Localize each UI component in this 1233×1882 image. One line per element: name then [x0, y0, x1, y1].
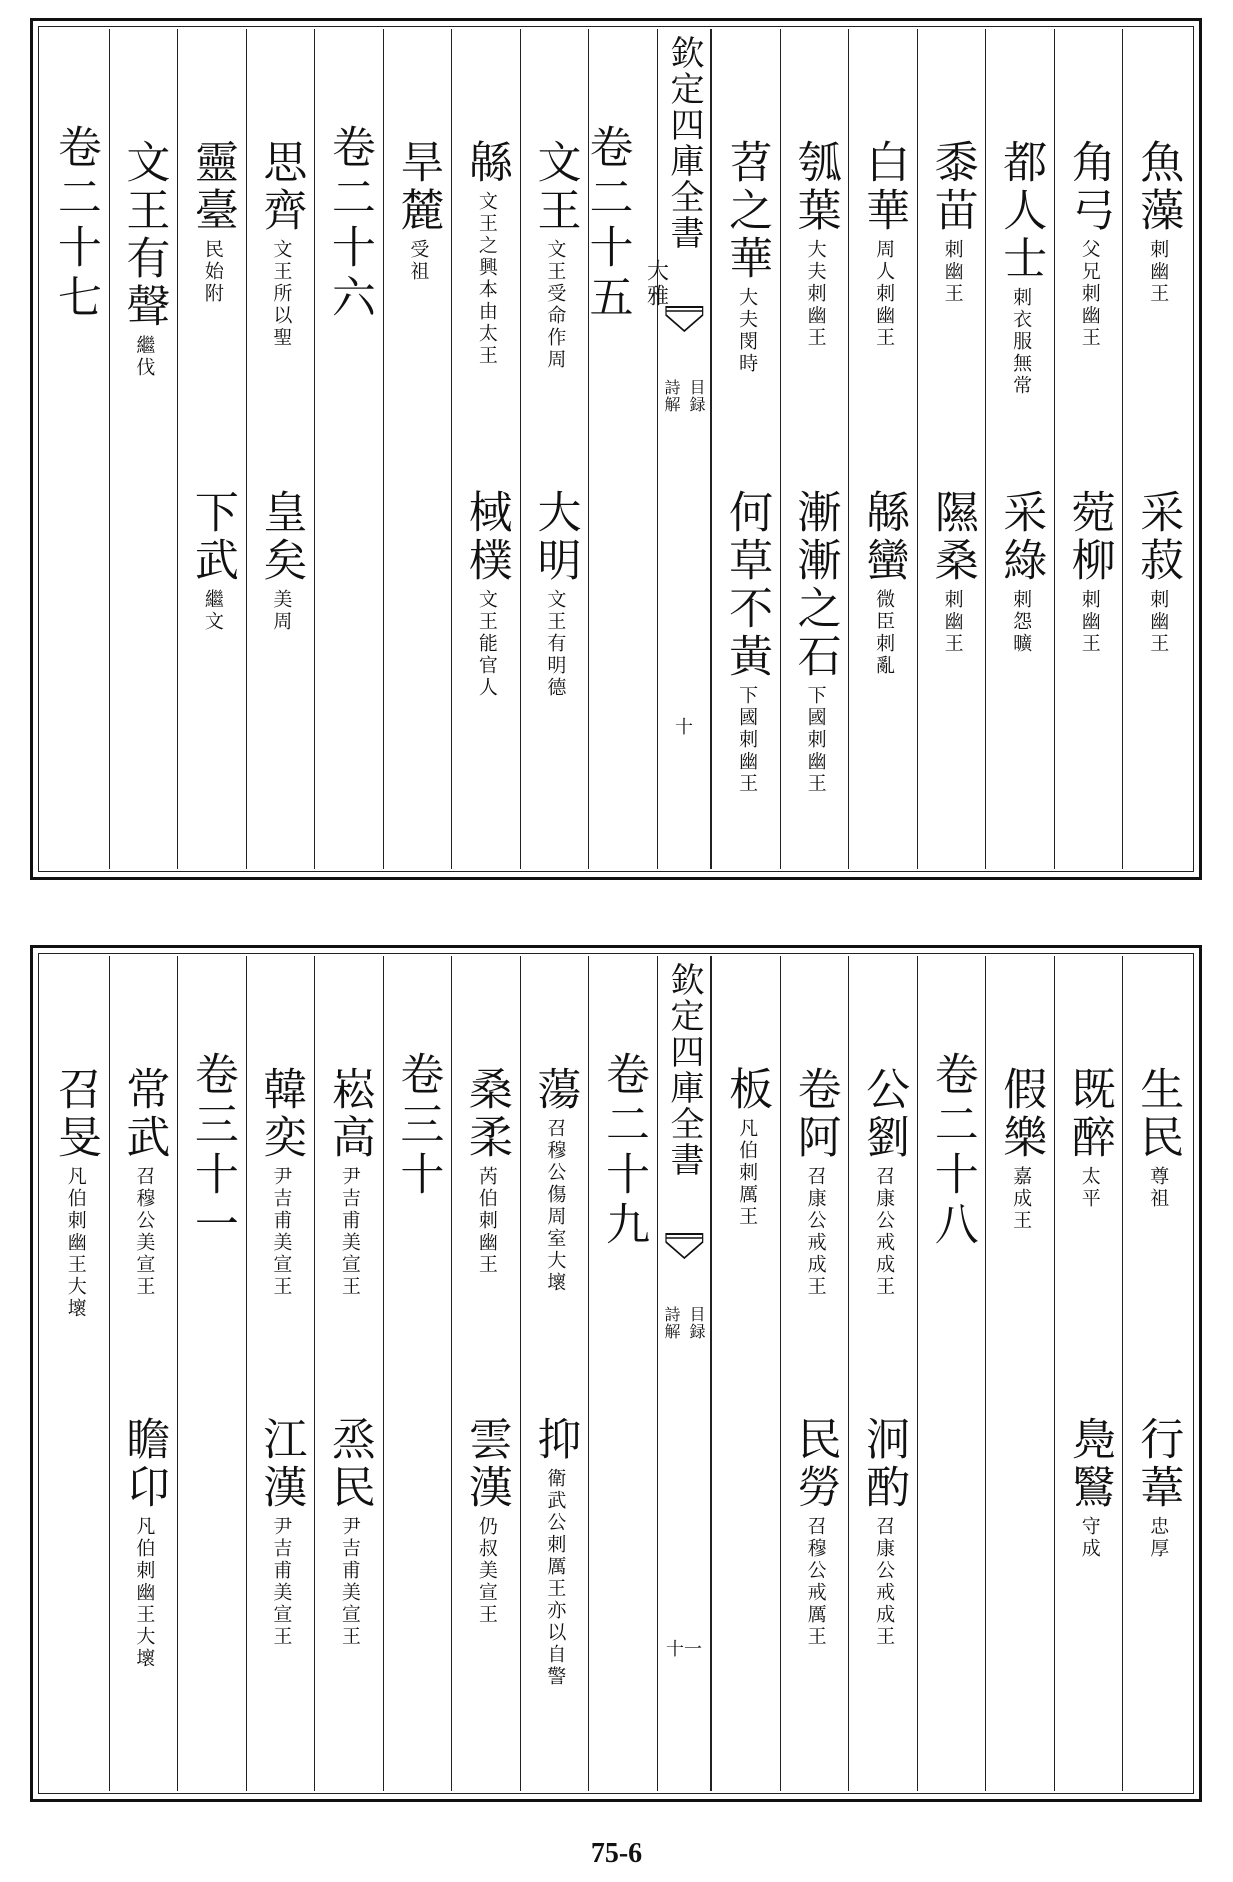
- poem-entry: [992, 139, 1048, 397]
- poem-title: 瓠葉: [789, 139, 841, 235]
- volume-number: 卷二十九: [597, 1051, 649, 1251]
- text-column: [520, 956, 589, 1791]
- poem-annotation: 尹吉甫美宣王: [338, 1166, 361, 1298]
- text-column: [109, 956, 178, 1791]
- poem-entry: [1061, 139, 1117, 349]
- poem-entry: [924, 139, 980, 305]
- poem-annotation: 下國刺幽王: [804, 685, 827, 795]
- volume-heading: [384, 1051, 452, 1201]
- poem-annotation: 周人刺幽王: [873, 239, 896, 349]
- text-column: [383, 956, 452, 1791]
- poem-entry: [321, 1066, 377, 1298]
- poem-annotation: 受祖: [407, 239, 430, 283]
- book-title: 欽定四庫全書: [664, 35, 705, 251]
- poem-entry: [116, 139, 172, 379]
- poem-title: 采菽: [1132, 489, 1184, 585]
- poem-entry: [253, 489, 309, 633]
- center-strip: [657, 29, 712, 869]
- book-title: 欽定四庫全書: [664, 962, 705, 1178]
- poem-annotation: 嘉成王: [1010, 1166, 1033, 1232]
- poem-entry: [253, 1416, 309, 1648]
- poem-entry: [718, 139, 774, 375]
- text-column: [985, 29, 1054, 869]
- poem-annotation: 微臣刺亂: [873, 589, 896, 677]
- poem-title: 下武: [186, 489, 238, 585]
- poem-entry: [718, 489, 774, 795]
- section-label: 目録: [687, 1306, 707, 1340]
- poem-entry: [458, 1066, 514, 1276]
- poem-annotation: 文王之興本由太王: [475, 191, 498, 367]
- poem-title: 思齊: [255, 139, 307, 235]
- poem-entry: [1129, 1416, 1185, 1560]
- volume-heading: [41, 124, 109, 324]
- poem-entry: [184, 489, 240, 633]
- text-column: [109, 29, 178, 869]
- poem-title: 緜: [460, 139, 512, 187]
- poem-title: 行葦: [1132, 1416, 1184, 1512]
- volume-number: 卷三十: [392, 1051, 444, 1201]
- poem-annotation: 繼文: [201, 589, 224, 633]
- poem-entry: [116, 1066, 172, 1298]
- poem-annotation: 文王有明德: [544, 589, 567, 699]
- poem-entry: [992, 489, 1048, 655]
- poem-title: 卷阿: [789, 1066, 841, 1162]
- poem-entry: [47, 1066, 103, 1320]
- text-column: [41, 29, 109, 869]
- poem-title: 鳧鷖: [1063, 1416, 1115, 1512]
- poem-annotation: 下國刺幽王: [736, 685, 759, 795]
- poem-entry: [718, 1066, 774, 1228]
- poem-entry: [390, 139, 446, 283]
- text-column: [314, 29, 383, 869]
- poem-title: 菀柳: [1063, 489, 1115, 585]
- text-column: [848, 29, 917, 869]
- text-column: [451, 29, 520, 869]
- poem-entry: [1061, 489, 1117, 655]
- text-column: [177, 956, 246, 1791]
- poem-entry: [787, 1416, 843, 1648]
- poem-title: 烝民: [323, 1416, 375, 1512]
- text-column: [520, 29, 589, 869]
- poem-annotation: 刺幽王: [941, 589, 964, 655]
- poem-title: 魚藻: [1132, 139, 1184, 235]
- poem-annotation: 守成: [1078, 1516, 1101, 1560]
- poem-title: 隰桑: [926, 489, 978, 585]
- poem-title: 韓奕: [255, 1066, 307, 1162]
- poem-annotation: 召穆公美宣王: [133, 1166, 156, 1298]
- poem-title: 既醉: [1063, 1066, 1115, 1162]
- text-column: [711, 29, 780, 869]
- poem-title: 板: [721, 1066, 773, 1114]
- poem-title: 抑: [529, 1416, 581, 1464]
- poem-annotation: 文王能官人: [475, 589, 498, 699]
- poem-title: 旱麓: [392, 139, 444, 235]
- folio-number: 十一: [666, 1639, 703, 1660]
- poem-entry: [527, 1416, 583, 1688]
- poem-annotation: 尹吉甫美宣王: [338, 1516, 361, 1648]
- poem-annotation: 召穆公傷周室大壞: [544, 1118, 567, 1294]
- poem-title: 江漢: [255, 1416, 307, 1512]
- poem-title: 大明: [529, 489, 581, 585]
- text-column: [711, 956, 780, 1791]
- volume-heading: [589, 1051, 657, 1251]
- text-column: [246, 956, 315, 1791]
- text-column: [848, 956, 917, 1791]
- poem-entry: [184, 139, 240, 305]
- poem-title: 雲漢: [460, 1416, 512, 1512]
- poem-annotation: 刺衣服無常: [1010, 287, 1033, 397]
- poem-title: 何草不黃: [721, 489, 773, 681]
- poem-entry: [458, 139, 514, 367]
- text-column: [41, 956, 109, 1791]
- section-label: 目録: [687, 379, 707, 413]
- poem-title: 文王: [529, 139, 581, 235]
- poem-annotation: 尹吉甫美宣王: [270, 1166, 293, 1298]
- poem-title: 漸漸之石: [789, 489, 841, 681]
- poem-title: 桑柔: [460, 1066, 512, 1162]
- poem-annotation: 父兄刺幽王: [1078, 239, 1101, 349]
- poem-annotation: 尊祖: [1147, 1166, 1170, 1210]
- poem-title: 采綠: [995, 489, 1047, 585]
- volume-heading: [178, 1051, 246, 1251]
- poem-annotation: 文王所以聖: [270, 239, 293, 349]
- poem-annotation: 大夫閔時: [736, 287, 759, 375]
- poem-entry: [787, 489, 843, 795]
- poem-title: 都人士: [995, 139, 1047, 283]
- poem-title: 民勞: [789, 1416, 841, 1512]
- bottom-columns: [41, 956, 1191, 1791]
- poem-entry: [253, 139, 309, 349]
- poem-title: 泂酌: [858, 1416, 910, 1512]
- volume-heading: [918, 1051, 986, 1251]
- poem-entry: [527, 139, 583, 371]
- poem-annotation: 太平: [1078, 1166, 1101, 1210]
- poem-annotation: 凡伯刺幽王大壞: [64, 1166, 87, 1320]
- poem-annotation: 衛武公刺厲王亦以自警: [544, 1468, 567, 1688]
- poem-title: 崧高: [323, 1066, 375, 1162]
- poem-annotation: 仍叔美宣王: [475, 1516, 498, 1626]
- poem-title: 常武: [118, 1066, 170, 1162]
- volume-heading: [581, 124, 669, 324]
- poem-title: 角弓: [1063, 139, 1115, 235]
- poem-entry: [1129, 139, 1185, 305]
- poem-annotation: 繼伐: [133, 335, 156, 379]
- volume-number: 卷二十六: [323, 124, 375, 324]
- poem-title: 靈臺: [186, 139, 238, 235]
- poem-entry: [527, 1066, 583, 1294]
- text-column: [314, 956, 383, 1791]
- poem-annotation: 刺幽王: [1147, 239, 1170, 305]
- poem-annotation: 文王受命作周: [544, 239, 567, 371]
- poem-annotation: 凡伯刺厲王: [736, 1118, 759, 1228]
- poem-title: 文王有聲: [118, 139, 170, 331]
- bottom-page: [30, 945, 1202, 1802]
- top-columns: [41, 29, 1191, 869]
- poem-entry: [855, 1066, 911, 1298]
- page-number: 75-6: [590, 1838, 643, 1869]
- text-column: [917, 29, 986, 869]
- poem-entry: [458, 1416, 514, 1626]
- poem-title: 公劉: [858, 1066, 910, 1162]
- poem-entry: [992, 1066, 1048, 1232]
- poem-annotation: 召康公戒成王: [873, 1166, 896, 1298]
- folio-number: 十: [675, 717, 694, 738]
- section-label: 詩解: [662, 1306, 682, 1340]
- poem-annotation: 凡伯刺幽王大壞: [133, 1516, 156, 1670]
- volume-number: 卷二十八: [926, 1051, 978, 1251]
- text-column: [985, 956, 1054, 1791]
- poem-annotation: 美周: [270, 589, 293, 633]
- text-column: [1122, 29, 1191, 869]
- poem-annotation: 民始附: [201, 239, 224, 305]
- poem-annotation: 刺幽王: [1147, 589, 1170, 655]
- volume-note: 大雅: [643, 259, 669, 309]
- poem-entry: [787, 1066, 843, 1298]
- poem-annotation: 召穆公戒厲王: [804, 1516, 827, 1648]
- poem-entry: [1061, 1066, 1117, 1210]
- text-column: [780, 29, 849, 869]
- poem-annotation: 尹吉甫美宣王: [270, 1516, 293, 1648]
- poem-title: 召旻: [49, 1066, 101, 1162]
- volume-number: 卷二十七: [49, 124, 101, 324]
- text-column: [451, 956, 520, 1791]
- text-column: [917, 956, 986, 1791]
- poem-title: 假樂: [995, 1066, 1047, 1162]
- poem-annotation: 忠厚: [1147, 1516, 1170, 1560]
- text-column: [383, 29, 452, 869]
- poem-title: 瞻卬: [118, 1416, 170, 1512]
- poem-title: 黍苗: [926, 139, 978, 235]
- poem-title: 白華: [858, 139, 910, 235]
- poem-entry: [855, 489, 911, 677]
- poem-entry: [787, 139, 843, 349]
- poem-title: 苕之華: [721, 139, 773, 283]
- poem-entry: [458, 489, 514, 699]
- poem-title: 緜蠻: [858, 489, 910, 585]
- poem-title: 皇矣: [255, 489, 307, 585]
- text-column: [581, 29, 669, 869]
- volume-number: 卷三十一: [186, 1051, 238, 1251]
- poem-title: 棫樸: [460, 489, 512, 585]
- poem-title: 生民: [1132, 1066, 1184, 1162]
- text-column: [1054, 956, 1123, 1791]
- center-strip: [657, 956, 712, 1791]
- poem-entry: [1129, 489, 1185, 655]
- poem-annotation: 刺怨曠: [1010, 589, 1033, 655]
- text-column: [177, 29, 246, 869]
- poem-annotation: 刺幽王: [1078, 589, 1101, 655]
- text-column: [1054, 29, 1123, 869]
- volume-heading: [315, 124, 383, 324]
- poem-entry: [855, 139, 911, 349]
- poem-entry: [924, 489, 980, 655]
- poem-entry: [527, 489, 583, 699]
- text-column: [588, 956, 657, 1791]
- poem-entry: [253, 1066, 309, 1298]
- poem-entry: [1061, 1416, 1117, 1560]
- volume-number: 卷二十五: [581, 124, 633, 324]
- poem-entry: [1129, 1066, 1185, 1210]
- top-page: [30, 18, 1202, 880]
- poem-entry: [116, 1416, 172, 1670]
- poem-annotation: 大夫刺幽王: [804, 239, 827, 349]
- poem-entry: [321, 1416, 377, 1648]
- text-column: [1122, 956, 1191, 1791]
- poem-annotation: 召康公戒成王: [873, 1516, 896, 1648]
- poem-annotation: 芮伯刺幽王: [475, 1166, 498, 1276]
- poem-annotation: 召康公戒成王: [804, 1166, 827, 1298]
- text-column: [780, 956, 849, 1791]
- poem-title: 蕩: [529, 1066, 581, 1114]
- section-label: 詩解: [662, 379, 682, 413]
- fishtail-mark: [666, 1234, 703, 1260]
- poem-entry: [855, 1416, 911, 1648]
- poem-annotation: 刺幽王: [941, 239, 964, 305]
- text-column: [246, 29, 315, 869]
